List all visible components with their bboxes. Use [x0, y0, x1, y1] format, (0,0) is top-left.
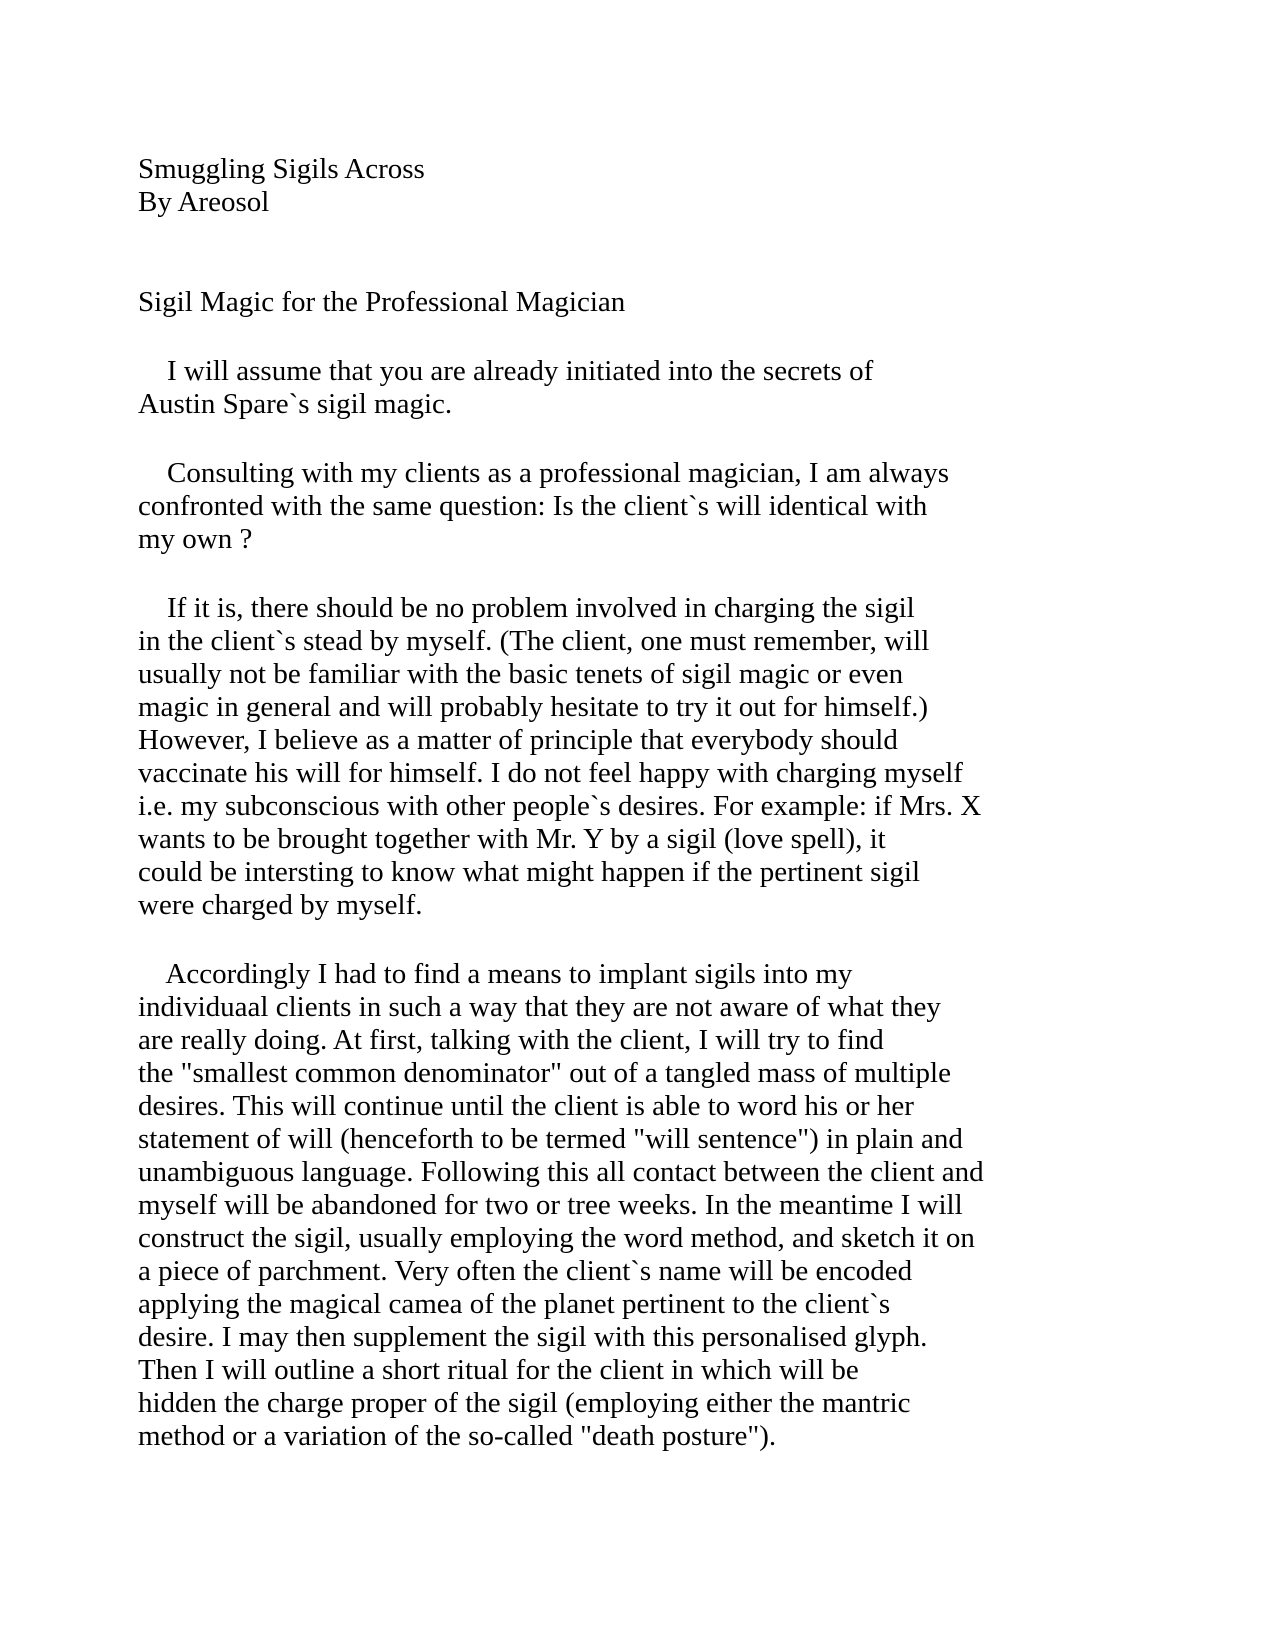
text-line: usually not be familiar with the basic tenets of sigil magic or even [138, 658, 904, 690]
text-line: magic in general and will probably hesitate to try it out for himself.) [138, 691, 929, 723]
text-line: I will assume that you are already initiated into the secrets of [138, 355, 874, 387]
text-line: Then I will outline a short ritual for the client in which will be [138, 1354, 859, 1386]
paragraph-consulting [138, 457, 1215, 556]
text-line: desires. This will continue until the client is able to word his or her [138, 1090, 914, 1122]
text-line: wants to be brought together with Mr. Y by a sigil (love spell), it [138, 823, 886, 855]
paragraph-intro [138, 355, 1215, 421]
text-line: are really doing. At first, talking with the client, I will try to find [138, 1024, 884, 1056]
text-line: statement of will (henceforth to be termed "will sentence") in plain and [138, 1123, 963, 1155]
text-line: the "smallest common denominator" out of a tangled mass of multiple [138, 1057, 951, 1089]
document-title: Smuggling Sigils Across [138, 153, 425, 185]
text-line: hidden the charge proper of the sigil (employing either the mantric [138, 1387, 911, 1419]
text-line: my own ? [138, 523, 253, 555]
text-line: a piece of parchment. Very often the client`s name will be encoded [138, 1255, 913, 1287]
text-line: i.e. my subconscious with other people`s desires. For example: if Mrs. X [138, 790, 982, 822]
section-heading: Sigil Magic for the Professional Magician [138, 286, 626, 318]
text-line: in the client`s stead by myself. (The client, one must remember, will [138, 625, 930, 657]
text-line: desire. I may then supplement the sigil with this personalised glyph. [138, 1321, 928, 1353]
text-line: method or a variation of the so-called "death posture"). [138, 1420, 777, 1452]
text-line: applying the magical camea of the planet pertinent to the client`s [138, 1288, 891, 1320]
paragraph-method [138, 958, 1215, 1453]
document-byline: By Areosol [138, 186, 270, 218]
text-line: However, I believe as a matter of principle that everybody should [138, 724, 898, 756]
document-header [138, 153, 1215, 219]
text-line: Accordingly I had to find a means to implant sigils into my [138, 958, 853, 990]
text-line: vaccinate his will for himself. I do not feel happy with charging myself [138, 757, 963, 789]
text-line: Consulting with my clients as a professional magician, I am always [138, 457, 950, 489]
text-line: Austin Spare`s sigil magic. [138, 388, 453, 420]
paragraph-charging [138, 592, 1215, 922]
text-line: If it is, there should be no problem involved in charging the sigil [138, 592, 915, 624]
text-line: were charged by myself. [138, 889, 423, 921]
text-line: individuaal clients in such a way that they are not aware of what they [138, 991, 941, 1023]
text-line: confronted with the same question: Is the client`s will identical with [138, 490, 928, 522]
text-line: unambiguous language. Following this all contact between the client and [138, 1156, 984, 1188]
text-line: could be intersting to know what might happen if the pertinent sigil [138, 856, 921, 888]
text-line: myself will be abandoned for two or tree weeks. In the meantime I will [138, 1189, 963, 1221]
text-line: construct the sigil, usually employing the word method, and sketch it on [138, 1222, 975, 1254]
